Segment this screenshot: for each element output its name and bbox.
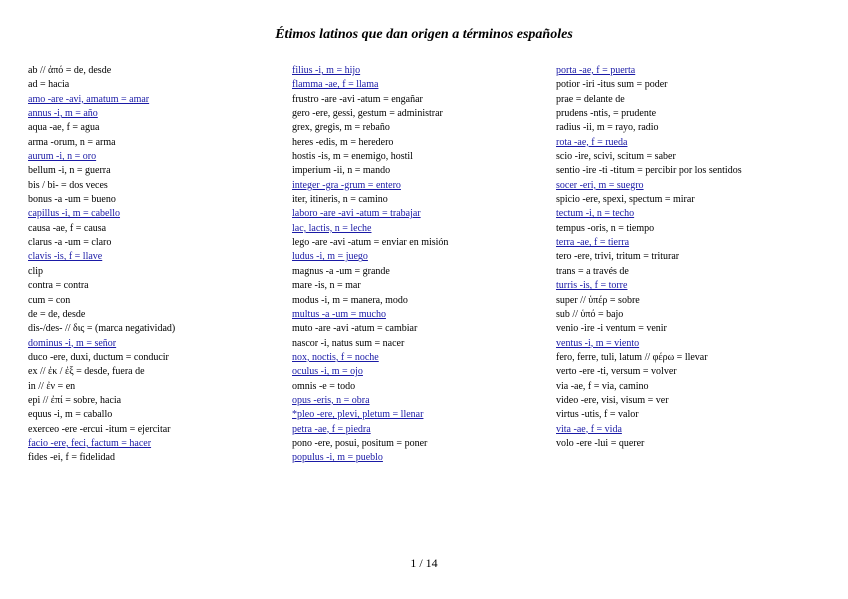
entry-column-2 [292,64,448,466]
entry-text: de = de, desde [28,308,86,320]
entry-text: via -ae, f = via, camino [556,380,649,392]
entry-link[interactable]: integer -gra -grum = entero [292,179,401,191]
entry-link[interactable]: populus -i, m = pueblo [292,452,383,464]
entry-link[interactable]: capillus -i, m = cabello [28,208,121,220]
entry-text: prae = delante de [556,93,625,105]
entry-link[interactable]: annus -i, m = año [28,108,98,120]
entry-link[interactable]: aurum -i, n = oro [28,151,97,163]
entry-text: imperium -ii, n = mando [292,165,391,177]
entry-link[interactable]: clavis -is, f = llave [28,251,103,263]
entry-text: bis / bi- = dos veces [28,179,108,191]
entry-link[interactable]: vita -ae, f = vida [556,423,622,435]
entry-link[interactable]: ludus -i, m = juego [292,251,368,263]
entry-text: tero -ere, trivi, tritum = triturar [556,251,680,263]
entry-text: ad = hacia [28,79,70,91]
entry-text: ex // ἐκ / ἐξ = desde, fuera de [28,366,145,378]
entry-link[interactable]: porta -ae, f = puerta [556,65,636,76]
entry-text: clip [28,265,43,277]
entry-text: grex, gregis, m = rebaño [292,122,390,134]
entry-text: aqua -ae, f = agua [28,122,100,134]
entry-text: in // ἐν = en [28,380,76,392]
entry-text: volo -ere -lui = querer [556,437,645,449]
entry-link[interactable]: nox, noctis, f = noche [292,351,379,363]
entry-text: mare -is, n = mar [292,280,361,292]
entry-link[interactable]: rota -ae, f = rueda [556,136,628,148]
entry-text: clarus -a -um = claro [28,237,112,249]
entry-link[interactable]: flamma -ae, f = llama [292,79,379,91]
entry-text: cum = con [28,294,71,306]
entry-text: gero -ere, gessi, gestum = administrar [292,108,443,120]
entry-text: sentio -ire -ti -titum = percibir por los sentidos [556,165,742,177]
entry-text: contra = contra [28,280,89,292]
entry-text: trans = a través de [556,265,629,277]
entry-text: bonus -a -um = bueno [28,194,116,206]
entry-text: video -ere, visi, visum = ver [556,394,669,406]
entry-text: spicio -ere, spexi, spectum = mirar [556,194,695,206]
entry-text: ab // ἀπό = de, desde [28,65,112,76]
entry-text: fero, ferre, tuli, latum // φέρω = llevar [556,351,708,363]
entry-text: magnus -a -um = grande [292,265,390,277]
entry-text: frustro -are -avi -atum = engañar [292,93,423,105]
entry-text: dis-/des- // δις = (marca negatividad) [28,323,176,335]
entry-text: causa -ae, f = causa [28,222,107,234]
entry-link[interactable]: tectum -i, n = techo [556,208,635,220]
entry-link[interactable]: ventus -i, m = viento [556,337,640,349]
entry-link[interactable]: laboro -are -avi -atum = trabajar [292,208,421,220]
entry-text: potior -iri -itus sum = poder [556,79,668,91]
entry-link[interactable]: petra -ae, f = piedra [292,423,371,435]
entry-link[interactable]: amo -are -avi, amatum = amar [28,93,150,105]
entry-text: scio -ire, scivi, scitum = saber [556,151,676,163]
entry-text: lego -are -avi -atum = enviar en misión [292,237,449,249]
entry-text: nascor -i, natus sum = nacer [292,337,405,349]
entry-text: bellum -i, n = guerra [28,165,111,177]
entry-text: pono -ere, posui, positum = poner [292,437,428,449]
entry-text: radius -ii, m = rayo, radio [556,122,659,134]
entry-text: modus -i, m = manera, modo [292,294,408,306]
entry-column-3 [556,64,742,451]
entry-text: sub // ὑπό = bajo [556,308,624,320]
entry-text: super // ὑπέρ = sobre [556,294,640,306]
entry-column-1 [28,64,175,466]
entry-text: verto -ere -ti, versum = volver [556,366,677,378]
entry-link[interactable]: terra -ae, f = tierra [556,237,630,249]
entry-text: virtus -utis, f = valor [556,409,639,421]
entry-link[interactable]: dominus -i, m = señor [28,337,117,349]
page-title: Étimos latinos que dan origen a términos españoles [275,27,573,42]
entry-link[interactable]: oculus -i, m = ojo [292,366,363,378]
entry-text: arma -orum, n = arma [28,136,116,148]
entry-text: epi // ἐπί = sobre, hacia [28,394,122,406]
entry-text: prudens -ntis, = prudente [556,108,657,120]
entry-text: muto -are -avi -atum = cambiar [292,323,418,335]
entry-link[interactable]: opus -eris, n = obra [292,394,370,406]
entry-text: venio -ire -i ventum = venir [556,323,667,335]
entry-link[interactable]: filius -i, m = hijo [292,65,361,76]
entry-text: exerceo -ere -ercui -itum = ejercitar [28,423,171,435]
entry-text: hostis -is, m = enemigo, hostil [292,151,413,163]
entry-link[interactable]: *pleo -ere, plevi, pletum = llenar [292,409,424,421]
entry-text: tempus -oris, n = tiempo [556,222,655,234]
entry-link[interactable]: lac, lactis, n = leche [292,222,372,234]
entry-link[interactable]: socer -eri, m = suegro [556,179,644,191]
entry-text: iter, itineris, n = camino [292,194,388,206]
entry-text: duco -ere, duxi, ductum = conducir [28,351,169,363]
entry-link[interactable]: multus -a -um = mucho [292,308,386,320]
entry-text: omnis -e = todo [292,380,356,392]
entry-text: fides -ei, f = fidelidad [28,452,115,464]
page-number: 1 / 14 [410,556,438,570]
entry-text: equus -i, m = caballo [28,409,113,421]
entry-link[interactable]: turris -is, f = torre [556,280,628,292]
entry-link[interactable]: facio -ere, feci, factum = hacer [28,437,152,449]
entry-text: heres -edis, m = heredero [292,136,394,148]
